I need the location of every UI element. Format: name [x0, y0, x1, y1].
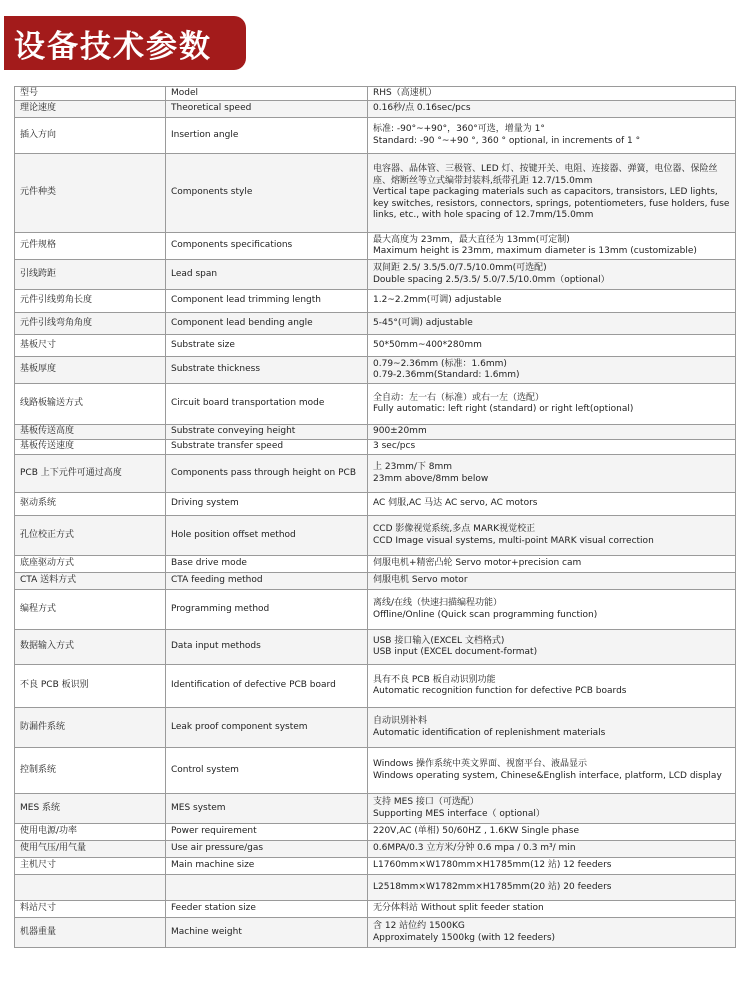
param-value-line: 3 sec/pcs	[373, 441, 416, 452]
param-value	[368, 556, 736, 573]
param-name-en: CTA feeding method	[166, 573, 368, 590]
param-name-en: Substrate thickness	[166, 357, 368, 384]
param-name-en: Lead span	[166, 260, 368, 290]
param-value-line: 离线/在线（快速扫描编程功能）	[373, 598, 503, 608]
param-name-cn: CTA 送料方式	[15, 573, 166, 590]
param-name-en: Components specifications	[166, 233, 368, 260]
param-value-line: 0.79~2.36mm (标准：1.6mm)	[373, 358, 507, 369]
param-name-cn: 主机尺寸	[15, 858, 166, 875]
param-name-cn: 元件引线剪角长度	[15, 290, 166, 313]
table-row	[15, 556, 736, 573]
param-value-line: Automatic recognition function for defective PCB boards	[373, 686, 627, 696]
param-value-line: USB input (EXCEL document-format)	[373, 647, 538, 657]
param-name-cn	[15, 875, 166, 901]
param-name-cn: 底座驱动方式	[15, 556, 166, 573]
param-value	[368, 384, 736, 425]
table-row	[15, 841, 736, 858]
param-value	[368, 573, 736, 590]
param-name-en: Components pass through height on PCB	[166, 455, 368, 493]
table-row	[15, 154, 736, 233]
table-row	[15, 335, 736, 357]
table-row	[15, 118, 736, 154]
param-name-cn: 不良 PCB 板识别	[15, 665, 166, 708]
param-name-cn: 元件引线弯角角度	[15, 313, 166, 335]
param-value-line: USB 接口输入(EXCEL 文档格式)	[373, 635, 505, 646]
table-row	[15, 87, 736, 101]
param-name-en: Leak proof component system	[166, 708, 368, 748]
table-row	[15, 875, 736, 901]
param-value-line: 23mm above/8mm below	[373, 473, 489, 484]
param-value-line: 1.2~2.2mm(可调) adjustable	[373, 295, 502, 306]
param-value-line: 0.6MPA/0.3 立方米/分钟 0.6 mpa / 0.3 m³/ min	[373, 843, 576, 854]
table-row	[15, 918, 736, 948]
param-name-en: Programming method	[166, 590, 368, 630]
param-value-line: Windows operating system, Chinese&English interface, platform, LCD display	[373, 770, 722, 781]
param-name-cn: 基板传送速度	[15, 440, 166, 455]
table-row	[15, 516, 736, 556]
param-name-cn: 驱动系统	[15, 493, 166, 516]
table-row	[15, 824, 736, 841]
page-title: 设备技术参数	[14, 28, 212, 65]
param-value-line: 双间距 2.5/ 3.5/5.0/7.5/10.0mm(可选配)	[373, 263, 547, 273]
param-name-cn: 孔位校正方式	[15, 516, 166, 556]
param-value	[368, 824, 736, 841]
param-name-cn: 防漏件系统	[15, 708, 166, 748]
param-value	[368, 590, 736, 630]
param-name-cn: 基板尺寸	[15, 335, 166, 357]
param-value	[368, 154, 736, 233]
param-name-cn: 控制系统	[15, 748, 166, 794]
param-value-line: Vertical tape packaging materials such as capacitors, transistors, LED lights, key switches, resistors, connectors, springs, potentiometers, fuse holders, fuse links, etc., with hole spacing of 12.7mm/15.0mm	[373, 187, 730, 221]
param-name-en: Power requirement	[166, 824, 368, 841]
param-value	[368, 440, 736, 455]
table-row	[15, 708, 736, 748]
param-name-en: Components style	[166, 154, 368, 233]
param-name-en: Substrate transfer speed	[166, 440, 368, 455]
param-name-cn: 元件种类	[15, 154, 166, 233]
param-value-line: Approximately 1500kg (with 12 feeders)	[373, 932, 556, 943]
table-row	[15, 384, 736, 425]
param-value-line: Offline/Online (Quick scan programming function)	[373, 609, 598, 620]
param-name-cn: 使用气压/用气量	[15, 841, 166, 858]
spec-table-body	[15, 87, 736, 948]
param-value-line: L1760mm×W1780mm×H1785mm(12 站) 12 feeders	[373, 860, 612, 871]
param-value	[368, 516, 736, 556]
param-name-en: Identification of defective PCB board	[166, 665, 368, 708]
param-value-line: 支持 MES 接口（可选配）	[373, 797, 479, 807]
param-value	[368, 858, 736, 875]
param-value-line: 含 12 站位约 1500KG	[373, 921, 465, 931]
param-name-cn: 机器重量	[15, 918, 166, 948]
table-row	[15, 493, 736, 516]
param-value	[368, 101, 736, 118]
param-value-line: 50*50mm~400*280mm	[373, 339, 482, 350]
table-row	[15, 630, 736, 665]
param-name-cn: 线路板输送方式	[15, 384, 166, 425]
param-name-en: Feeder station size	[166, 901, 368, 918]
param-value	[368, 455, 736, 493]
param-name-en: Main machine size	[166, 858, 368, 875]
param-name-cn: 插入方向	[15, 118, 166, 154]
table-row	[15, 357, 736, 384]
param-value	[368, 748, 736, 794]
param-value	[368, 875, 736, 901]
param-name-cn: 使用电源/功率	[15, 824, 166, 841]
param-name-cn: PCB 上下元件可通过高度	[15, 455, 166, 493]
param-value	[368, 118, 736, 154]
param-value-line: 无分体料站 Without split feeder station	[373, 903, 544, 914]
param-value-line: 220V,AC (单相) 50/60HZ , 1.6KW Single phase	[373, 826, 580, 837]
param-value-line: 全自动：左一右（标准）或右一左（选配）	[373, 392, 545, 403]
param-value-line: Windows 操作系统中英文界面、视窗平台、液晶显示	[373, 759, 588, 769]
table-row	[15, 455, 736, 493]
param-name-cn: 编程方式	[15, 590, 166, 630]
param-value-line: Double spacing 2.5/3.5/ 5.0/7.5/10.0mm（optional）	[373, 274, 610, 285]
param-name-en: Machine weight	[166, 918, 368, 948]
param-value	[368, 901, 736, 918]
param-value-line: CCD Image visual systems, multi-point MARK visual correction	[373, 535, 654, 546]
param-value	[368, 87, 736, 101]
table-row	[15, 440, 736, 455]
param-name-cn: 引线跨距	[15, 260, 166, 290]
param-name-en: Hole position offset method	[166, 516, 368, 556]
param-value-line: 0.16秒/点 0.16sec/pcs	[373, 103, 471, 114]
table-row	[15, 290, 736, 313]
table-row	[15, 233, 736, 260]
param-name-en: Substrate conveying height	[166, 425, 368, 440]
table-row	[15, 901, 736, 918]
header-banner	[4, 16, 246, 70]
param-value	[368, 493, 736, 516]
param-name-en: Data input methods	[166, 630, 368, 665]
param-name-cn: 型号	[15, 87, 166, 101]
param-value-line: Fully automatic: left right (standard) or right left(optional)	[373, 404, 634, 414]
param-value-line: CCD 影像视觉系统,多点 MARK视觉校正	[373, 524, 536, 534]
param-value	[368, 357, 736, 384]
param-name-en: Insertion angle	[166, 118, 368, 154]
param-value-line: Standard: -90 °~+90 °, 360 ° optional, in increments of 1 °	[373, 135, 641, 146]
param-value	[368, 708, 736, 748]
param-name-en: Substrate size	[166, 335, 368, 357]
param-value-line: Automatic identification of replenishment materials	[373, 727, 606, 738]
param-value-line: 0.79-2.36mm(Standard: 1.6mm)	[373, 370, 520, 380]
param-value-line: 上 23mm/下 8mm	[373, 462, 453, 472]
param-name-en: Model	[166, 87, 368, 101]
param-value	[368, 794, 736, 824]
table-row	[15, 858, 736, 875]
param-value-line: 900±20mm	[373, 426, 427, 437]
param-value-line: 标准: -90°~+90°，360°可选，增量为 1°	[373, 124, 545, 134]
param-value	[368, 630, 736, 665]
param-value	[368, 290, 736, 313]
param-name-cn: 料站尺寸	[15, 901, 166, 918]
param-name-en: MES system	[166, 794, 368, 824]
param-name-cn: 基板传送高度	[15, 425, 166, 440]
param-name-en: Circuit board transportation mode	[166, 384, 368, 425]
param-value	[368, 260, 736, 290]
param-value-line: Maximum height is 23mm, maximum diameter is 13mm (customizable)	[373, 246, 697, 256]
param-value-line: RHS（高速机）	[373, 87, 437, 98]
param-value-line: 伺服电机 Servo motor	[373, 575, 468, 586]
table-row	[15, 260, 736, 290]
param-value	[368, 841, 736, 858]
param-value-line: AC 伺服,AC 马达 AC servo, AC motors	[373, 498, 538, 509]
param-value	[368, 665, 736, 708]
param-value	[368, 233, 736, 260]
param-name-en: Driving system	[166, 493, 368, 516]
param-value	[368, 335, 736, 357]
table-row	[15, 590, 736, 630]
table-row	[15, 313, 736, 335]
param-value-line: Supporting MES interface（ optional）	[373, 808, 545, 819]
param-value	[368, 425, 736, 440]
param-value-line: 电容器、晶体管、三极管、LED 灯、按键开关、电阻、连接器、弹簧，电位器、保险丝座、熔断丝等立式编带封装料,纸带孔距 12.7/15.0mm	[373, 164, 718, 186]
param-value	[368, 918, 736, 948]
table-row	[15, 665, 736, 708]
param-value-line: L2518mm×W1782mm×H1785mm(20 站) 20 feeders	[373, 881, 612, 892]
param-name-cn: MES 系统	[15, 794, 166, 824]
param-name-en: Component lead trimming length	[166, 290, 368, 313]
table-row	[15, 794, 736, 824]
param-value-line: 最大高度为 23mm，最大直径为 13mm(可定制)	[373, 234, 570, 245]
table-row	[15, 748, 736, 794]
param-name-en: Control system	[166, 748, 368, 794]
table-row	[15, 101, 736, 118]
table-row	[15, 573, 736, 590]
param-name-en: Use air pressure/gas	[166, 841, 368, 858]
param-value-line: 具有不良 PCB 板自动识别功能	[373, 674, 496, 685]
spec-table	[14, 86, 736, 948]
param-value	[368, 313, 736, 335]
param-name-cn: 数据输入方式	[15, 630, 166, 665]
param-name-en	[166, 875, 368, 901]
param-name-en: Component lead bending angle	[166, 313, 368, 335]
param-name-en: Base drive mode	[166, 556, 368, 573]
param-name-en: Theoretical speed	[166, 101, 368, 118]
param-name-cn: 基板厚度	[15, 357, 166, 384]
param-name-cn: 理论速度	[15, 101, 166, 118]
table-row	[15, 425, 736, 440]
param-value-line: 自动识别补料	[373, 716, 428, 726]
param-value-line: 5-45°(可调) adjustable	[373, 317, 473, 328]
param-value-line: 伺服电机+精密凸轮 Servo motor+precision cam	[373, 558, 582, 569]
param-name-cn: 元件规格	[15, 233, 166, 260]
